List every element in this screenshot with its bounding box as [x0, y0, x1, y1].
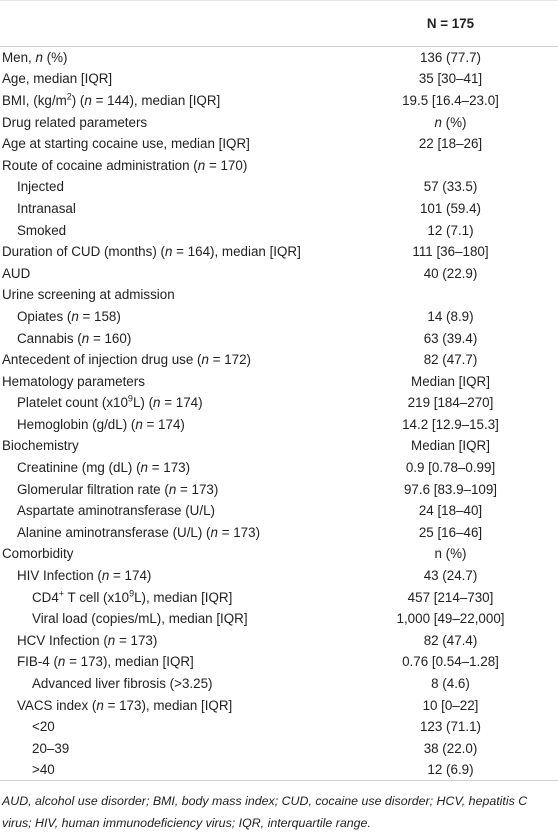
italic-n: n	[71, 308, 79, 324]
row-value: 82 (47.7)	[423, 352, 478, 368]
italic-n: n	[164, 244, 173, 260]
row-label: AUD	[2, 265, 31, 281]
table-row	[0, 759, 558, 781]
row-label: Opiates (n = 158)	[17, 308, 121, 324]
row-label: FIB-4 (n = 173), median [IQR]	[17, 654, 194, 670]
table-row	[0, 176, 558, 198]
row-label: Platelet count $(x10^9L) (n = 174)$	[17, 393, 203, 411]
row-label: Smoked	[17, 222, 67, 238]
table-row	[0, 198, 558, 220]
row-value: 97.6 [83.9–109]	[403, 481, 498, 497]
row-label: Duration of CUD (months) (n = 164), median [IQR]	[2, 244, 301, 260]
row-label: Urine screening at admission	[2, 287, 175, 303]
table-row	[0, 738, 558, 760]
table-row	[0, 630, 558, 652]
row-value: Median [IQR]	[411, 373, 490, 389]
italic-n: n	[57, 654, 66, 670]
italic-n: n	[107, 632, 116, 648]
row-value: 457 [214–730]	[407, 589, 494, 605]
table-row	[0, 154, 558, 176]
row-value: 101 (59.4)	[419, 200, 482, 216]
table-row	[0, 241, 558, 263]
superscript: 9	[127, 393, 133, 404]
row-value	[343, 284, 558, 306]
header-n-total: N = 175	[343, 1, 558, 47]
row-label: VACS index (n = 173), median [IQR]	[17, 697, 233, 713]
table-row	[0, 435, 558, 457]
italic-n: n	[81, 330, 90, 346]
row-label: Aspartate aminotransferase (U/L)	[17, 503, 215, 519]
table-row	[0, 327, 558, 349]
row-value: 1,000 [49–22,000]	[396, 611, 505, 627]
row-value: 63 (39.4)	[423, 330, 478, 346]
italic-n: n	[168, 481, 177, 497]
table-row	[0, 133, 558, 155]
row-value: 82 (47.4)	[423, 632, 478, 648]
italic-n: n	[201, 352, 209, 368]
table-row	[0, 694, 558, 716]
table-row	[0, 219, 558, 241]
row-label: Intranasal	[17, 200, 76, 216]
row-label: Injected	[17, 179, 64, 195]
italic-n: n	[140, 460, 148, 476]
table-row	[0, 262, 558, 284]
table-row	[0, 111, 558, 133]
row-value: n (%)	[434, 546, 467, 562]
row-label: Drug related parameters	[2, 114, 148, 130]
row-label: Hematology parameters	[2, 373, 145, 389]
table-row	[0, 500, 558, 522]
italic-n: n	[35, 50, 43, 66]
row-label: Alanine aminotransferase (U/L) (n = 173)	[17, 524, 261, 540]
italic-n: n	[101, 568, 110, 584]
row-value: 111 [36–180]	[412, 244, 489, 260]
row-label: 20–39	[32, 740, 70, 756]
row-value: 12 (6.9)	[343, 759, 558, 781]
row-value: Median [IQR]	[411, 438, 490, 454]
row-label: BMI, $(kg/m^2) (n = 144)$, median [IQR]	[2, 91, 221, 108]
row-value: 43 (24.7)	[423, 568, 478, 584]
row-value: 14 (8.9)	[427, 308, 474, 324]
table-row	[0, 651, 558, 673]
row-label: HCV Infection (n = 173)	[17, 632, 158, 648]
table-row	[0, 68, 558, 90]
superscript: +	[58, 588, 65, 599]
row-value: 19.5 [16.4–23.0]	[402, 92, 499, 108]
table-row	[0, 90, 558, 112]
row-label: Route of cocaine administration (n = 170)	[2, 157, 248, 173]
row-value: 38 (22.0)	[423, 740, 478, 756]
italic-n: n	[434, 114, 442, 130]
table-row	[0, 673, 558, 695]
row-value: 40 (22.9)	[423, 265, 478, 281]
row-label: Creatinine (mg (dL) (n = 173)	[17, 460, 191, 476]
row-value: 136 (77.7)	[419, 50, 482, 66]
italic-n: n	[197, 157, 206, 173]
header-label-cell	[0, 1, 343, 47]
row-label: HIV Infection (n = 174)	[17, 568, 152, 584]
row-label: CD4+ T cell $(x10^9L)$, median [IQR]	[32, 588, 233, 605]
row-value	[343, 154, 558, 176]
table-row	[0, 47, 558, 69]
row-label: Comorbidity	[2, 546, 74, 562]
row-value: 22 [18–26]	[418, 136, 483, 152]
row-label: Hemoglobin (g/dL) (n = 174)	[17, 416, 185, 432]
table-row	[0, 370, 558, 392]
row-value: 35 [30–41]	[418, 71, 483, 87]
row-value: 24 [18–40]	[418, 503, 483, 519]
row-label: Advanced liver fibrosis (>3.25)	[32, 676, 213, 692]
row-label: Men, n (%)	[2, 50, 68, 66]
table-row	[0, 586, 558, 608]
table-row	[0, 716, 558, 738]
italic-n: n	[84, 92, 92, 108]
row-label: >40	[0, 759, 343, 781]
table-row	[0, 543, 558, 565]
row-value: 0.9 [0.78–0.99]	[405, 460, 496, 476]
table-row	[0, 522, 558, 544]
table-footnote: AUD, alcohol use disorder; BMI, body mass index; CUD, cocaine use disorder; HCV, hepatitis C virus; HIV, human immunodeficiency virus; IQR, interquartile range.	[2, 794, 528, 830]
row-label: Biochemistry	[2, 438, 79, 454]
superscript: 2	[66, 91, 72, 102]
row-value: 12 (7.1)	[427, 222, 474, 238]
table-row	[0, 392, 558, 414]
table-row	[0, 306, 558, 328]
table-row	[0, 457, 558, 479]
row-value: n (%)	[434, 114, 467, 130]
table-row	[0, 565, 558, 587]
row-label: <20	[32, 719, 55, 735]
italic-n: n	[96, 697, 104, 713]
row-label: Glomerular filtration rate (n = 173)	[17, 481, 219, 497]
italic-n: n	[135, 416, 143, 432]
row-label: Cannabis (n = 160)	[17, 330, 132, 346]
row-label: Age, median [IQR]	[2, 71, 113, 87]
italic-n: n	[153, 395, 161, 411]
row-value: 14.2 [12.9–15.3]	[402, 416, 499, 432]
italic-n: n	[210, 524, 218, 540]
row-value: 123 (71.1)	[419, 719, 482, 735]
row-label: Antecedent of injection drug use (n = 172)	[2, 352, 252, 368]
table-row	[0, 349, 558, 371]
row-value: 219 [184–270]	[407, 395, 494, 411]
row-value: 10 [0–22]	[422, 697, 479, 713]
row-value: 25 [16–46]	[418, 524, 483, 540]
table-body	[0, 47, 558, 781]
row-value: 8 (4.6)	[431, 676, 470, 692]
row-label: Viral load (copies/mL), median [IQR]	[32, 611, 248, 627]
table-header	[0, 1, 558, 47]
row-label: Age at starting cocaine use, median [IQR]	[2, 136, 250, 152]
table-row	[0, 478, 558, 500]
row-value: 0.76 [0.54–1.28]	[402, 654, 499, 670]
table-row	[0, 414, 558, 436]
superscript: 9	[129, 588, 135, 599]
table-row	[0, 284, 558, 306]
row-value: 57 (33.5)	[423, 179, 478, 195]
table-row	[0, 608, 558, 630]
header-row	[0, 1, 558, 47]
